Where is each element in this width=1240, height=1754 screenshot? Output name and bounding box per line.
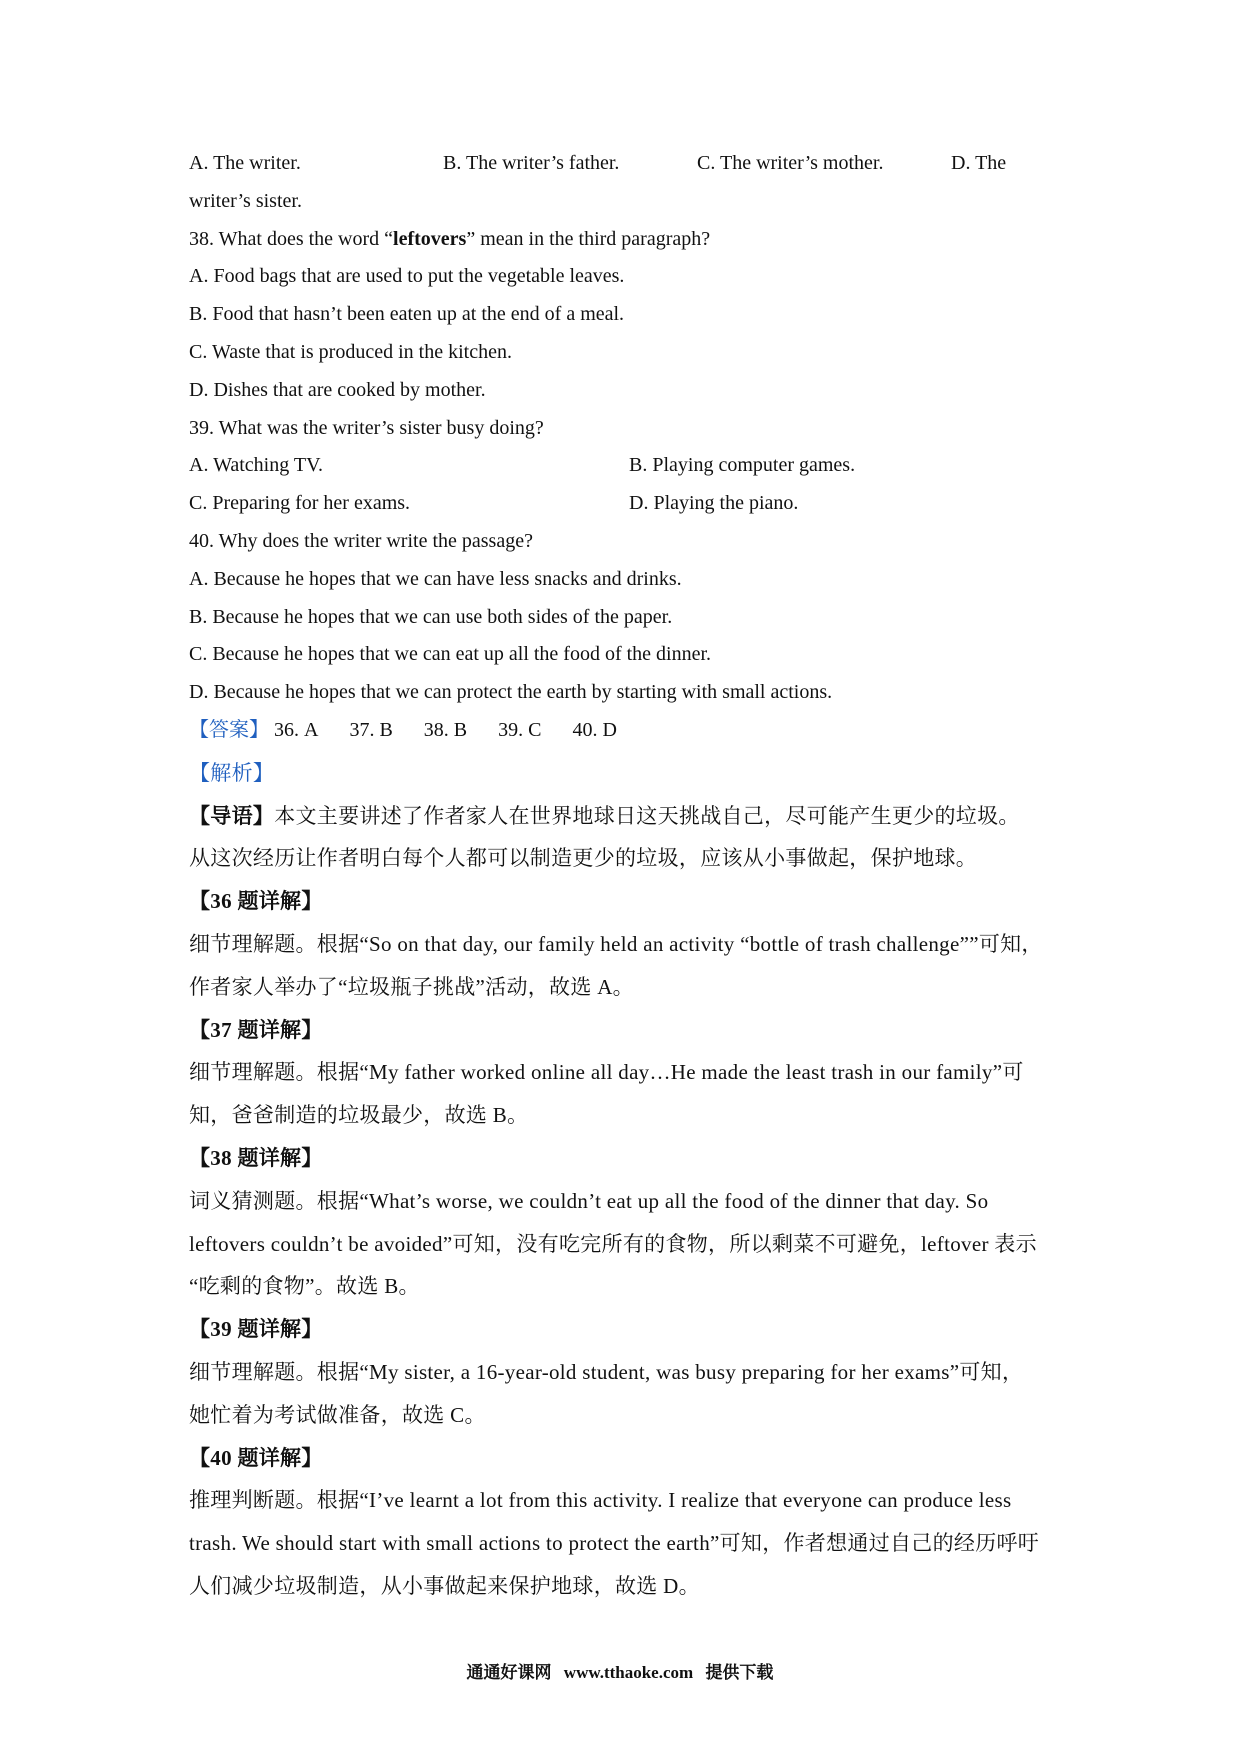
detail-39-line-2: 她忙着为考试做准备，故选 C。 [189,1402,486,1427]
intro-label: 【导语】 [189,803,275,828]
detail-40-line-2: trash. We should start with small actions to protect the earth”可知，作者想通过自己的经历呼吁 [189,1531,1040,1556]
answer-item: 36. A [274,718,319,741]
detail-38-line-2: leftovers couldn’t be avoided”可知，没有吃完所有的食物，所以剩菜不可避免，leftover 表示 [189,1231,1037,1256]
document-page [189,145,1069,1608]
q38-question [189,221,1069,259]
q40-question: 40. Why does the writer write the passage? [189,529,533,552]
answer-row [189,712,1069,750]
detail-39-line-1: 细节理解题。根据“My sister, a 16-year-old student, was busy preparing for her exams”可知， [189,1359,1024,1384]
q39-option-b: B. Playing computer games. [629,454,856,477]
detail-heading-39: 【39 题详解】 [189,1317,323,1342]
detail-38-line-3: “吃剩的食物”。故选 B。 [189,1274,420,1299]
detail-heading-40: 【40 题详解】 [189,1445,323,1470]
q37-option-d-wrap: writer’s sister. [189,189,302,212]
detail-heading-36: 【36 题详解】 [189,889,323,914]
q38-option-d: D. Dishes that are cooked by mother. [189,378,486,401]
q39-options-row2 [189,485,1069,523]
intro-line-2: 从这次经历让作者明白每个人都可以制造更少的垃圾，应该从小事做起，保护地球。 [189,846,978,871]
answer-item: 38. B [423,718,468,741]
answer-item: 37. B [349,718,393,741]
q38-option-a: A. Food bags that are used to put the vegetable leaves. [189,265,625,288]
footer-site-name: 通通好课网 [466,1663,552,1682]
q38-keyword: leftovers [393,227,467,250]
analysis-section [189,752,1069,1608]
q38-prefix: 38. What does the word “ [189,227,394,250]
q37-option-a: A. The writer. [189,152,301,174]
q37-options [189,145,1069,183]
q39-question: 39. What was the writer’s sister busy doing? [189,416,544,439]
detail-heading-38: 【38 题详解】 [189,1145,323,1170]
q37-option-b: B. The writer’s father. [443,152,620,174]
detail-40-line-1: 推理判断题。根据“I’ve learnt a lot from this activity. I realize that everyone can produce less [189,1488,1012,1513]
q39-option-c: C. Preparing for her exams. [189,492,411,515]
detail-38-line-1: 词义猜测题。根据“What’s worse, we couldn’t eat up all the food of the dinner that day. So [189,1188,989,1213]
q39-option-a: A. Watching TV. [189,454,323,477]
intro-text-1: 本文主要讲述了作者家人在世界地球日这天挑战自己，尽可能产生更少的垃圾。 [274,803,1020,828]
detail-37-line-2: 知，爸爸制造的垃圾最少，故选 B。 [189,1103,529,1128]
q37-option-d: D. The [951,152,1007,174]
detail-36-line-1: 细节理解题。根据“So on that day, our family held an activity “bottle of trash challenge””可知， [189,931,1043,956]
q40-option-b: B. Because he hopes that we can use both sides of the paper. [189,605,673,628]
detail-40-line-3: 人们减少垃圾制造，从小事做起来保护地球，故选 D。 [189,1573,700,1598]
detail-37-line-1: 细节理解题。根据“My father worked online all day…He made the least trash in our family”可 [189,1060,1024,1085]
answer-item: 40. D [572,718,617,741]
footer-note: 提供下载 [705,1663,774,1682]
detail-36-line-2: 作者家人举办了“垃圾瓶子挑战”活动，故选 A。 [189,974,634,999]
detail-heading-37: 【37 题详解】 [189,1017,323,1042]
q40-option-a: A. Because he hopes that we can have less snacks and drinks. [189,567,682,590]
intro-line-1 [189,795,1069,838]
q37-option-c: C. The writer’s mother. [697,152,884,174]
q39-option-d: D. Playing the piano. [629,492,799,515]
q39-options-row1 [189,447,1069,485]
q40-option-d: D. Because he hopes that we can protect the earth by starting with small actions. [189,681,833,704]
footer-url[interactable]: www.tthaoke.com [563,1663,694,1682]
page-footer [0,1658,1240,1683]
q38-suffix: ” mean in the third paragraph? [466,227,711,250]
answer-label: 【答案】 [189,718,269,741]
q38-option-b: B. Food that hasn’t been eaten up at the end of a meal. [189,303,625,326]
analysis-label: 【解析】 [189,760,275,785]
answer-item: 39. C [498,718,542,741]
q40-option-c: C. Because he hopes that we can eat up all the food of the dinner. [189,643,712,666]
q38-option-c: C. Waste that is produced in the kitchen. [189,340,512,363]
